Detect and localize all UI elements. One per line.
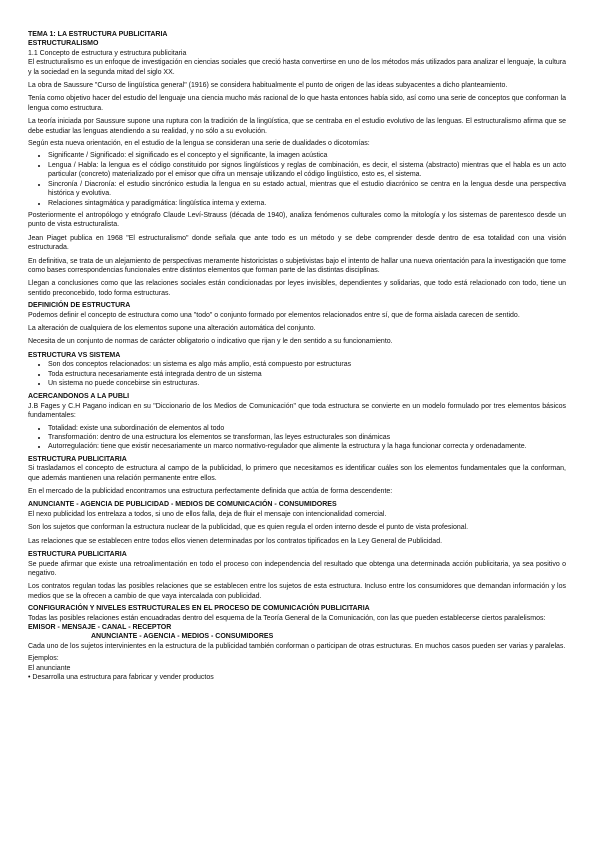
examples-item: • Desarrolla una estructura para fabricar y vender productos bbox=[28, 673, 214, 681]
structure-chain: ANUNCIANTE - AGENCIA DE PUBLICIDAD - MEDIOS DE COMUNICACIÓN - CONSUMIDORES bbox=[28, 501, 337, 509]
paragraph: En el mercado de la publicidad encontramos una estructura perfectamente definida que actúa de forma descendente: bbox=[28, 488, 393, 496]
list-item: • Sincronía / Diacronía: el estudio sincrónico estudia la lengua en su estado actual, mientras que el estudio diacrónico se centra en la lengua desde una perspectiva histórica y evolutiva. bbox=[48, 180, 566, 199]
list-item: • Lengua / Habla: la lengua es el código constituido por signos lingüísticos y reglas de combinación, es decir, el sistema (abstracto) mientras que el habla es un acto particular (concreto) materializado por el emisor que cifra un mensaje utilizando el código lingüístico, esto es, el sistema. bbox=[48, 161, 566, 180]
paragraph: Se puede afirmar que existe una retroalimentación en todo el proceso con independencia del resultado que obtenga una determinada acción publicitaria, ya sea positivo o negativo. bbox=[28, 560, 566, 577]
paragraph: El estructuralismo es un enfoque de investigación en ciencias sociales que creció hasta convertirse en uno de los métodos más utilizados para analizar el lenguaje, la cultura y la sociedad en la segunda mitad del siglo XX. bbox=[28, 59, 566, 76]
paragraph: En definitiva, se trata de un alejamiento de perspectivas meramente historicistas o subjetivistas bajo el intento de hallar una nueva orientación para la investigación que tome como bases correspondencias funcionales entre distintos elementos que forman parte de las distintas disciplinas. bbox=[28, 257, 566, 274]
paragraph: Las relaciones que se establecen entre todos ellos vienen determinadas por los contratos tipificados en la Ley General de Publicidad. bbox=[28, 537, 443, 545]
section-heading-definition: DEFINICIÓN DE ESTRUCTURA bbox=[28, 302, 131, 310]
section-heading-configuration: CONFIGURACIÓN Y NIVELES ESTRUCTURALES EN EL PROCESO DE COMUNICACIÓN PUBLICITARIA bbox=[28, 605, 370, 613]
subsection-heading: 1.1 Concepto de estructura y estructura publicitaria bbox=[28, 49, 187, 57]
examples-label: Ejemplos: bbox=[28, 655, 59, 663]
list-item: • Un sistema no puede concebirse sin estructuras. bbox=[48, 379, 566, 388]
examples-subject: El anunciante bbox=[28, 664, 71, 672]
list-item: • Son dos conceptos relacionados: un sistema es algo más amplio, está compuesto por estructuras bbox=[48, 360, 566, 369]
communication-parallel bbox=[28, 623, 566, 642]
dichotomies-list bbox=[28, 151, 566, 207]
list-item: • Relaciones sintagmática y paradigmática: lingüística interna y externa. bbox=[48, 199, 566, 208]
paragraph: El nexo publicidad los entrelaza a todos, si uno de ellos falla, deja de fluir el mensaje con intencionalidad comercial. bbox=[28, 510, 387, 518]
paragraph: Según esta nueva orientación, en el estudio de la lengua se consideran una serie de dualidades o dicotomías: bbox=[28, 140, 370, 148]
paragraph: Posteriormente el antropólogo y etnógrafo Claude Leví-Strauss (década de 1940), analiza fenómenos culturales como la mitología y los sistemas de parentesco desde un punto de vista estructuralista. bbox=[28, 211, 566, 229]
paragraph: Necesita de un conjunto de normas de carácter obligatorio o indicativo que rijan y le den sentido a su funcionamiento. bbox=[28, 338, 393, 346]
paragraph: Cada uno de los sujetos intervinientes en la estructura de la publicidad también conforman o participan de otras estructuras. En muchos casos pueden ser varias y paralelas. bbox=[28, 642, 566, 650]
paragraph: Si trasladamos el concepto de estructura al campo de la publicidad, lo primero que necesitamos es identificar cuáles son los elementos fundamentales que la conforman, que además mantienen una relación permanente entre ellos. bbox=[28, 465, 566, 482]
paragraph: Llegan a conclusiones como que las relaciones sociales están condicionadas por leyes invisibles, dependientes y solidarias, que todo está relacionado con todo, tiene un sentido preconcebido, todo forma estructuras. bbox=[28, 280, 566, 297]
structure-system-list bbox=[28, 360, 566, 388]
section-heading-approach: ACERCANDONOS A LA PUBLI bbox=[28, 393, 130, 401]
section-heading-structuralism: ESTRUCTURALISMO bbox=[28, 40, 99, 48]
paragraph: Tenía como objetivo hacer del estudio del lenguaje una ciencia mucho más racional de lo que hasta entonces había sido, así como una serie de conceptos que conforman la lengua como estructura. bbox=[28, 95, 566, 112]
advertising-chain: ANUNCIANTE - AGENCIA - MEDIOS - CONSUMIDORES bbox=[91, 633, 274, 641]
list-item: • Significante / Significado: el significado es el concepto y el significante, la imagen acústica bbox=[48, 151, 566, 160]
paragraph: La teoría iniciada por Saussure supone una ruptura con la tradición de la lingüística, que se centraba en el estudio evolutivo de las lenguas. El estructuralismo afirma que se debe estudiar las lenguas atendiendo a su realidad, y no sólo a su evolución. bbox=[28, 118, 566, 135]
list-item: • Autorregulación: tiene que existir necesariamente un marco normativo-regulador que alimente la estructura y la haga funcionar correcta y ordenadamente. bbox=[48, 442, 566, 451]
elements-list bbox=[28, 424, 566, 452]
paragraph: J.B Fages y C.H Pagano indican en su "Diccionario de los Medios de Comunicación" que toda estructura se convierte en un modelo formulado por tres elementos básicos fundamentales: bbox=[28, 402, 566, 420]
communication-chain: EMISOR - MENSAJE - CANAL - RECEPTOR bbox=[28, 623, 172, 631]
section-heading-structure-vs-system: ESTRUCTURA VS SISTEMA bbox=[28, 351, 121, 359]
paragraph: Los contratos regulan todas las posibles relaciones que se establecen entre los sujetos de esta estructura. Incluso entre los consumidores que demandan información y los medios que se la ofrecen a cambio de que vaya intercalada con publicidad. bbox=[28, 583, 566, 600]
document-title: TEMA 1: LA ESTRUCTURA PUBLICITARIA bbox=[28, 31, 168, 38]
list-item: • Totalidad: existe una subordinación de elementos al todo bbox=[48, 424, 566, 433]
section-heading-advertising-structure-2: ESTRUCTURA PUBLICITARIA bbox=[28, 551, 127, 559]
list-item: • Transformación: dentro de una estructura los elementos se transforman, las leyes estructurales son dinámicas bbox=[48, 433, 566, 442]
paragraph: Son los sujetos que conforman la estructura nuclear de la publicidad, que es quien regula el orden interno desde el punto de vista profesional. bbox=[28, 524, 469, 532]
paragraph: Jean Piaget publica en 1968 "El estructuralismo" donde señala que ante todo es un método y se debe comprender desde dentro de esa totalidad con una visión estructurada. bbox=[28, 234, 566, 252]
paragraph: La alteración de cualquiera de los elementos supone una alteración automática del conjunto. bbox=[28, 324, 316, 332]
section-heading-advertising-structure: ESTRUCTURA PUBLICITARIA bbox=[28, 455, 127, 463]
paragraph: Todas las posibles relaciones están encuadradas dentro del esquema de la Teoría General de la Comunicación, con las que pueden establecerse ciertos paralelismos: bbox=[28, 614, 546, 622]
paragraph: La obra de Saussure "Curso de lingüística general" (1916) se considera habitualmente el punto de origen de las ideas subyacentes a dicho planteamiento. bbox=[28, 82, 508, 90]
paragraph: Podemos definir el concepto de estructura como una "todo" o conjunto formado por elementos relacionados entre sí, que de forma aislada carecen de sentido. bbox=[28, 311, 520, 319]
list-item: • Toda estructura necesariamente está integrada dentro de un sistema bbox=[48, 370, 566, 379]
